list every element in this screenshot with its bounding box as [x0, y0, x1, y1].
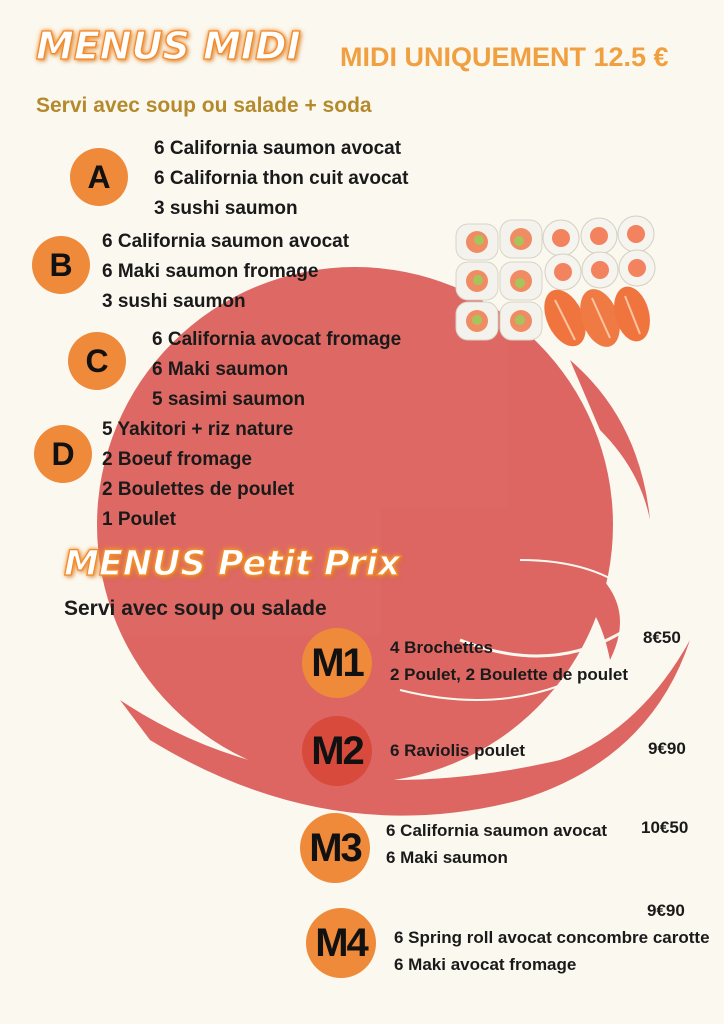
sushi-platter-image	[456, 216, 656, 353]
menu-m4-items	[394, 924, 710, 978]
menu-m2-badge: M2	[302, 716, 372, 786]
menu-c-line: 5 sasimi saumon	[152, 389, 306, 410]
menu-c-line: 6 Maki saumon	[152, 359, 289, 380]
menu-d-badge: D	[34, 425, 92, 483]
menu-d-line: 2 Boeuf fromage	[102, 449, 252, 470]
menu-m3-price: 10€50	[641, 818, 689, 837]
menu-d-line: 2 Boulettes de poulet	[102, 479, 295, 500]
menu-m3-line: 6 Maki saumon	[386, 848, 508, 867]
menu-m4-price: 9€90	[647, 901, 685, 920]
menu-m4-line: 6 Spring roll avocat concombre carotte	[394, 928, 710, 947]
menu-m2-price: 9€90	[648, 739, 686, 758]
menu-m2-line: 6 Raviolis poulet	[390, 741, 526, 760]
menu-a-line: 3 sushi saumon	[154, 198, 298, 219]
menu-b-line: 6 Maki saumon fromage	[102, 261, 319, 282]
menu-a-badge: A	[70, 148, 128, 206]
menu-m3-badge: M3	[300, 813, 370, 883]
served-with-note: Servi avec soup ou salade + soda	[36, 94, 372, 117]
petit-prix-served-with: Servi avec soup ou salade	[64, 597, 327, 620]
menu-c-line: 6 California avocat fromage	[152, 329, 402, 350]
menu-m3-items	[386, 817, 607, 871]
menu-a-items	[154, 134, 408, 224]
menu-c-items	[152, 325, 401, 415]
menu-b-badge: B	[32, 236, 90, 294]
menu-m4-badge: M4	[306, 908, 376, 978]
menu-a-line: 6 California thon cuit avocat	[154, 168, 409, 189]
menu-b-line: 3 sushi saumon	[102, 291, 246, 312]
menu-c-badge: C	[68, 332, 126, 390]
menu-m1-items	[390, 634, 628, 688]
menus-midi-title: MENUS MIDI	[36, 24, 301, 68]
menu-a-line: 6 California saumon avocat	[154, 138, 402, 159]
menu-b-items	[102, 227, 349, 317]
menu-m1-badge: M1	[302, 628, 372, 698]
menu-m4-line: 6 Maki avocat fromage	[394, 955, 577, 974]
petit-prix-title: MENUS Petit Prix	[64, 544, 401, 584]
menu-m2-items	[390, 737, 525, 764]
menu-b-line: 6 California saumon avocat	[102, 231, 350, 252]
midi-price-notice: MIDI UNIQUEMENT 12.5 €	[340, 42, 669, 72]
menu-m1-line: 4 Brochettes	[390, 638, 493, 657]
menu-d-line: 5 Yakitori + riz nature	[102, 419, 294, 440]
menu-m3-line: 6 California saumon avocat	[386, 821, 608, 840]
menu-m1-price: 8€50	[643, 628, 681, 647]
menu-m1-line: 2 Poulet, 2 Boulette de poulet	[390, 665, 629, 684]
menu-d-line: 1 Poulet	[102, 509, 176, 530]
menu-d-items	[102, 415, 294, 535]
